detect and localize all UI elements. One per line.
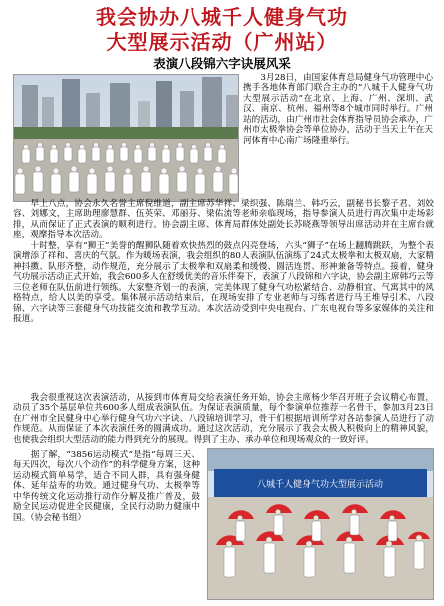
banner-text: 八城千人健身气功大型展示活动 [256, 480, 384, 490]
headline-line-2: 大型展示活动（广州站） [106, 30, 338, 54]
paragraph-event-details: 早上八点，协会永久名誉主席倪维道，副主席苏华祥、梁织强、陈瑞兰、韩巧云，副秘书长黎子君、刘姣容、刘娜文，主席助理廖慧群、伍英荣、邓丽芬、梁佑流等老师亲临现场，指导参演人员进行再次集中走场彩排，从而保证了正式表演的顺利进行。协会副主席、体育局群体处副处长苏晓燕等领导出席活动并在主席台就座，观摩指导本次活动。 十时整，享有“狮王”美誉的醒狮队随着欢快热烈的鼓点闪亮登场，六头“狮子”在场上翻腾跳跃，为整个表演增添了祥和、喜庆的气氛。作为暖场表演，我会组织的80人表演队伍演练了24式太极拳和太极双扇，大家精神抖擞、队形齐整，动作规范，充分展示了太极拳和双扇柔和缓慢、圆活连贯、形神兼备等特点。接着，健身气功展示活动正式开始，我会600多人在舒缓优美的音乐伴奏下，表演了八段锦和六字诀，协会副主席韩巧云等三位老师在队伍前进行领练。大家整齐划一的表演，完美体现了健身气功松紧结合、动静相宜、气寓其中的风格特点，给人以美的享受。集体展示活动结束后，在现场安排了专业老师与习练者进行马王堆导引术、八段锦、六字诀等三套健身气功技能交流和教学互动。本次活动受到中央电视台、广东电视台等多家媒体的关注和报道。 [13, 199, 434, 324]
paragraph-organization: 我会很重视这次表演活动，从接到市体育局交给表演任务开始，协会主席杨少华召开班子会议精心布置，动员了35个基层单位共600多人组成表演队伍。为保证表演质量，每个参演单位推荐一名骨干，参加3月23日在广州市全民健身中心举行健身气功六字诀、八段锦培训学习，骨干们根据培训所学对各站参演人员进行了动作规范。从而保证了本次表演任务的圆满成功。通过这次活动，充分展示了我会太极人积极向上的精神风貌，也使我会组织大型活动的能力得到充分的展现。得到了主办、承办单位和现场观众的一致好评。 [13, 393, 434, 445]
photo-fan-svg [208, 449, 433, 599]
paragraph-intro: 3月28日，由国家体育总局健身气功管理中心携手各地体育部门联合主办的“八城千人健身气功大型展示活动”在北京、上海、广州、深圳、武汉、南京、杭州、福州等8个城市同时举行。广州站的活动，由广州市社会体育指导员协会承办，广州市太极拳协会等单位协办，活动于当天上午在天河体育中心南广场隆重举行。 [243, 73, 433, 146]
photo-plaza-performers [13, 74, 239, 202]
headline-line-1: 我会协办八城千人健身气功 [96, 5, 348, 29]
subheadline: 表演八段锦六字诀展风采 [153, 56, 291, 71]
photo-fan-performance [207, 448, 434, 600]
paragraph-3856-model: 据了解，“3856运动模式”是指“每周三天、每天四次，每次八个动作”的科学健身方案，这种运动模式简单易学，适合不同人群，具有强身健体、延年益寿的功效。通过健身气功、太极拳等中华传统文化运动推行动作分解及推广普及，鼓励全民运动促进全民健康，全民行动助力健康中国。（协会秘书组） [13, 450, 200, 523]
photo-plaza-svg [14, 75, 238, 201]
